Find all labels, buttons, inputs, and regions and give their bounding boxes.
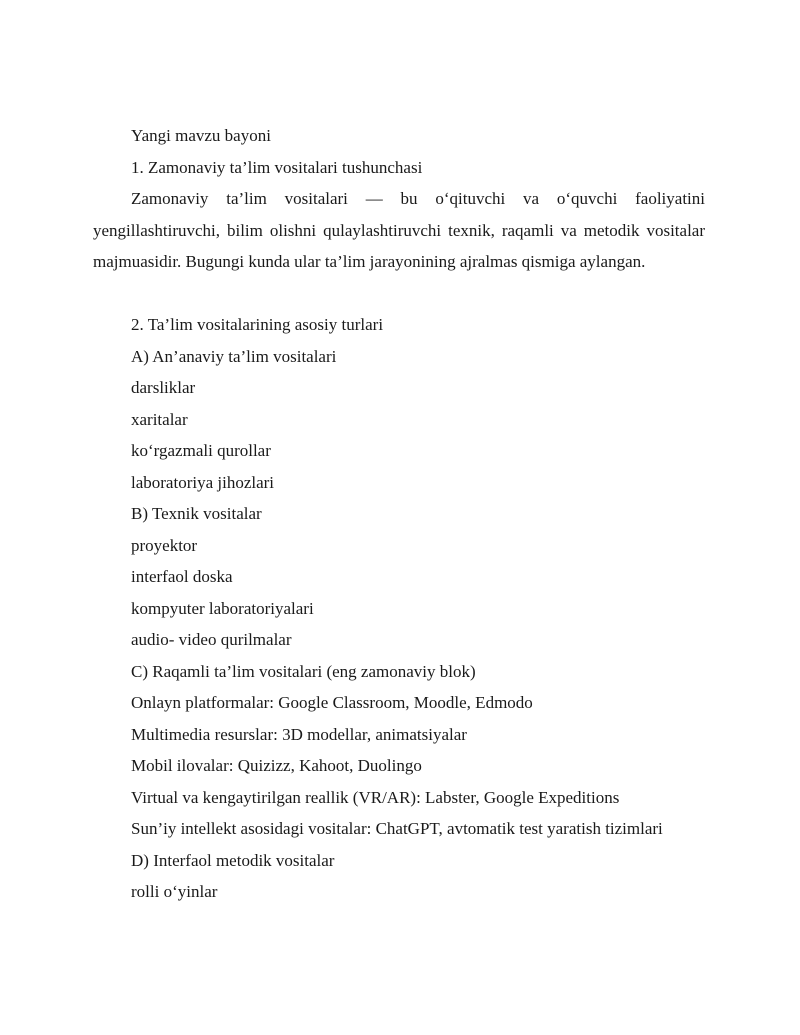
list-item: kompyuter laboratoriyalari (131, 598, 314, 618)
section-1-paragraph: Zamonaviy ta’lim vositalari — bu o‘qituvchi va o‘quvchi faoliyatini yengillashtiruvchi, bilim olishni qulaylashtiruvchi texnik, raqamli va metodik vositalar majmuasidir. Bugungi kunda ular ta’lim jarayonining ajralmas qismiga aylangan. (93, 189, 705, 271)
blank-line (93, 278, 705, 310)
list-item: Mobil ilovalar: Quizizz, Kahoot, Duolingo (131, 756, 422, 775)
section-1-title: 1. Zamonaviy ta’lim vositalari tushunchasi (131, 157, 423, 177)
list-item: Onlayn platformalar: Google Classroom, Moodle, Edmodo (131, 693, 533, 712)
list-item: Sun’iy intellekt asosidagi vositalar: ChatGPT, avtomatik test yaratish tizimlari (131, 819, 663, 838)
section-2-title: 2. Ta’lim vositalarining asosiy turlari (131, 315, 384, 334)
group-d-title: D) Interfaol metodik vositalar (131, 850, 335, 870)
group-a-title: A) An’anaviy ta’lim vositalari (131, 346, 337, 366)
list-item: audio- video qurilmalar (131, 630, 292, 649)
list-item: interfaol doska (131, 567, 233, 586)
topic-heading: Yangi mavzu bayoni (131, 126, 271, 145)
list-item: Virtual va kengaytirilgan reallik (VR/AR): Labster, Google Expeditions (131, 787, 620, 807)
list-item: rolli o‘yinlar (131, 882, 218, 901)
list-item: laboratoriya jihozlari (131, 472, 275, 492)
list-item: darsliklar (131, 378, 196, 397)
list-item: ko‘rgazmali qurollar (131, 441, 271, 460)
list-item: proyektor (131, 535, 198, 555)
list-item: Multimedia resurslar: 3D modellar, animatsiyalar (131, 724, 467, 744)
list-item: xaritalar (131, 409, 188, 429)
group-c-title: C) Raqamli ta’lim vositalari (eng zamonaviy blok) (131, 661, 476, 681)
group-b-title: B) Texnik vositalar (131, 504, 262, 523)
document-body (93, 120, 705, 908)
